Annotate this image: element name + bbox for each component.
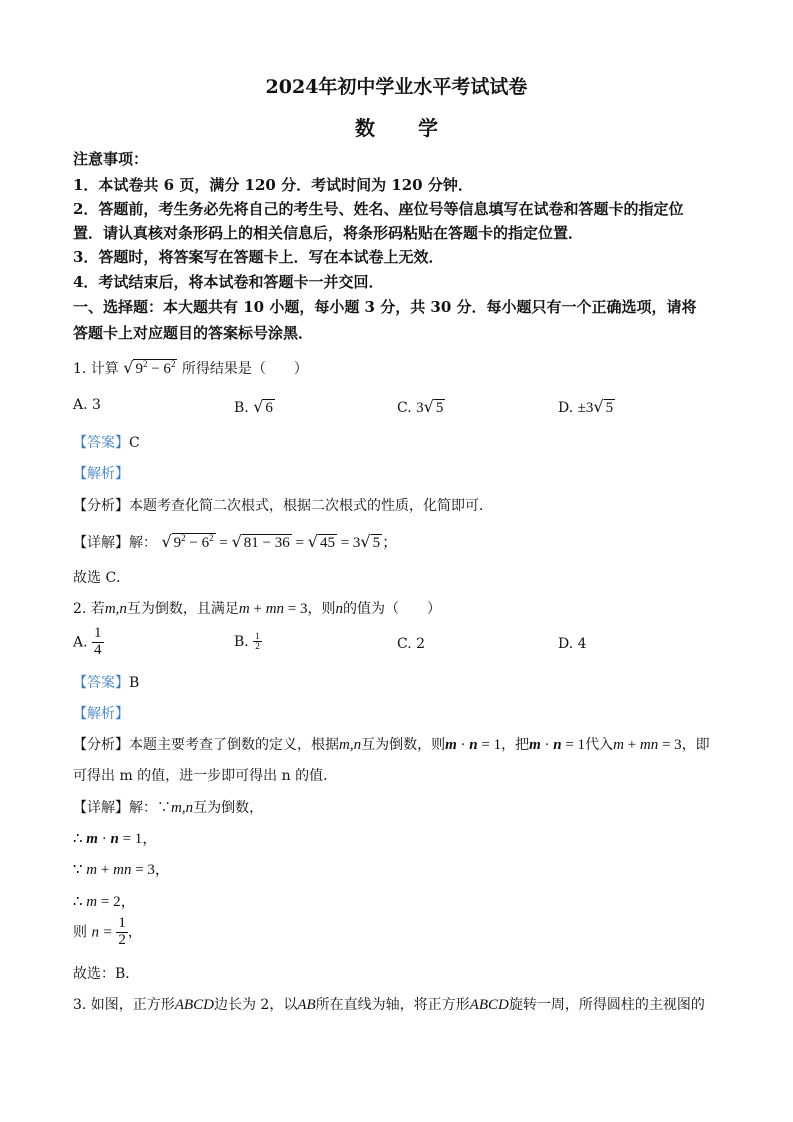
step-line: ∴ m · n = 1， [73,831,158,847]
option-c: C. 3√ 5 [397,397,444,416]
subject-title: 数 学 [355,116,456,140]
jiexi-tag: 【解析】 [73,706,129,722]
answer-line: 【答案】C [73,435,140,451]
option-b: B. √ 6 [234,397,273,416]
question-3: 3. 如图，正方形ABCD边长为 2，以AB所在直线为轴，将正方形ABCD旋转一周，所得圆柱的主视图的 [73,997,705,1013]
option-a: A. $\frac{1}{4}$ [73,625,102,658]
conclusion: 故选 C． [73,570,131,586]
analysis-line: 【分析】本题主要考查了倒数的定义，根据m,n互为倒数，则m · n = 1，把m · n = 1代入m + mn = 3，即 [73,737,710,753]
section-heading: 答题卡上对应题目的答案标号涂黑． [73,324,314,342]
notice-item: 2．答题前，考生务必先将自己的考生号、姓名、座位号等信息填写在试卷和答题卡的指定位 [73,200,684,218]
notice-item: 置．请认真核对条形码上的相关信息后，将条形码粘贴在答题卡的指定位置． [73,224,584,242]
question-2: 2. 若m,n互为倒数，且满足m + mn = 3，则n的值为（ ） [73,601,442,617]
option-d: D. ±3√ 5 [558,397,614,416]
notice-heading: 注意事项： [73,150,149,168]
option-c: C. 2 [397,636,426,652]
option-b: B. $\frac{1}{2}$ [234,631,260,652]
step-line: ∴ m = 2， [73,894,136,910]
option-a: A. 3 [73,397,101,413]
option-d: D. 4 [558,636,587,652]
exam-title: 2024年初中学业水平考试试卷 [265,76,528,98]
answer-line: 【答案】B [73,675,140,691]
notice-item: 3．答题时，将答案写在答题卡上．写在本试卷上无效． [73,248,444,266]
conclusion: 故选：B． [73,966,140,982]
detail-line: 【详解】解：∵m,n互为倒数， [73,800,264,816]
jiexi-tag: 【解析】 [73,466,129,482]
math-expression: √ $9^2 - 6^2$ [123,358,176,377]
detail-line: 【详解】解： √ $9^2 - 6^2$ = √ 81 − 36 = √ 45 = 3√ 5 ； [73,532,398,551]
analysis-line: 【分析】本题考查化简二次根式，根据二次根式的性质，化简即可． [73,498,493,514]
analysis-line: 可得出 m 的值，进一步即可得出 n 的值． [73,768,338,784]
notice-item: 4．考试结束后，将本试卷和答题卡一并交回． [73,273,384,291]
notice-item: 1．本试卷共 6 页，满分 120 分．考试时间为 120 分钟． [73,176,473,194]
question-1: 1. 计算 √ $9^2 - 6^2$ 所得结果是（ ） [73,358,308,377]
step-line: 则 n = $\frac{1}{2}$ ， [73,915,142,948]
section-heading: 一、选择题：本大题共有 10 小题，每小题 3 分，共 30 分．每小题只有一个正确选项，请将 [73,298,697,316]
step-line: ∵ m + mn = 3， [73,862,170,878]
